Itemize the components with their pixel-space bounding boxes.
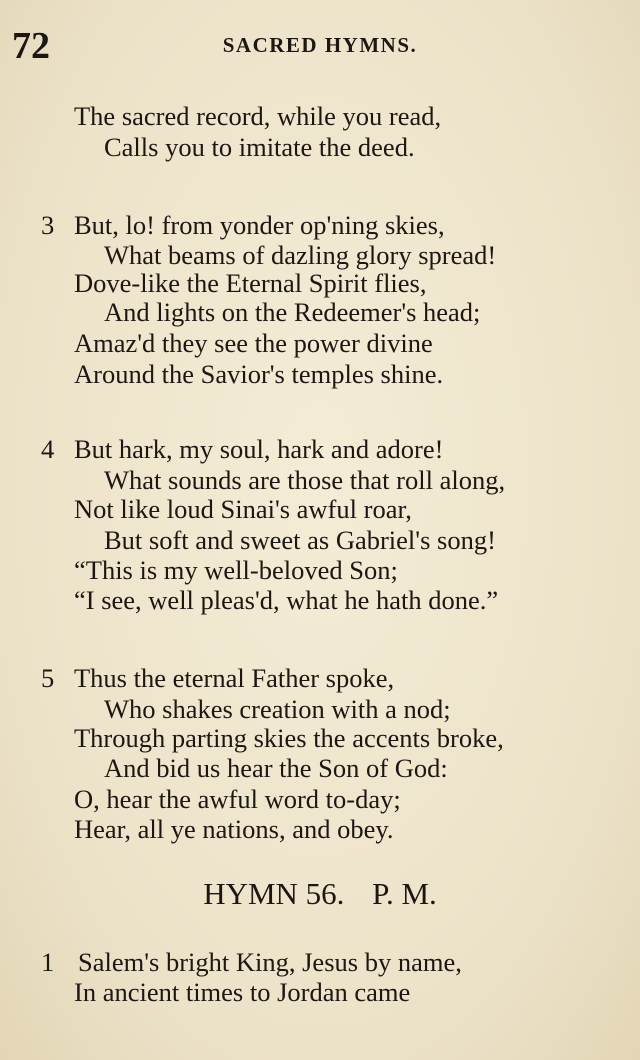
hymn-meter: P. M. [372, 876, 437, 911]
verse-line: “I see, well pleas'd, what he hath done.” [74, 585, 499, 615]
verse-line: O, hear the awful word to-day; [74, 784, 401, 814]
verse-line: Calls you to imitate the deed. [104, 132, 415, 162]
verse-line: Hear, all ye nations, and obey. [74, 814, 394, 844]
verse-line: And bid us hear the Son of God: [104, 753, 448, 783]
running-title: SACRED HYMNS. [222, 33, 418, 57]
page-number: 72 [12, 25, 50, 67]
verse-line: “This is my well-beloved Son; [74, 555, 398, 585]
verse-line: What sounds are those that roll along, [104, 465, 506, 495]
verse-line: In ancient times to Jordan came [74, 977, 411, 1007]
verse-line: But, lo! from yonder op'ning skies, [74, 210, 445, 240]
verse-line: What beams of dazling glory spread! [104, 240, 497, 270]
verse-line: But soft and sweet as Gabriel's song! [104, 525, 496, 555]
stanza-number: 4 [41, 434, 55, 464]
verse-line: Dove-like the Eternal Spirit flies, [74, 268, 427, 298]
verse-line: Who shakes creation with a nod; [104, 694, 451, 724]
verse-line: But hark, my soul, hark and adore! [74, 434, 444, 464]
stanza-number: 1 [41, 947, 55, 977]
verse-line: Around the Savior's temples shine. [74, 359, 444, 389]
stanza-number: 3 [41, 210, 55, 240]
hymn-number: HYMN 56. [203, 876, 345, 911]
hymn-heading [0, 878, 640, 909]
verse-line: The sacred record, while you read, [74, 101, 442, 131]
verse-line: Amaz'd they see the power divine [74, 328, 433, 358]
stanza-number: 5 [41, 663, 55, 693]
verse-line: Through parting skies the accents broke, [74, 723, 504, 753]
verse-line: And lights on the Redeemer's head; [104, 297, 481, 327]
verse-line: Salem's bright King, Jesus by name, [78, 947, 462, 977]
verse-line: Not like loud Sinai's awful roar, [74, 494, 412, 524]
verse-line: Thus the eternal Father spoke, [74, 663, 395, 693]
